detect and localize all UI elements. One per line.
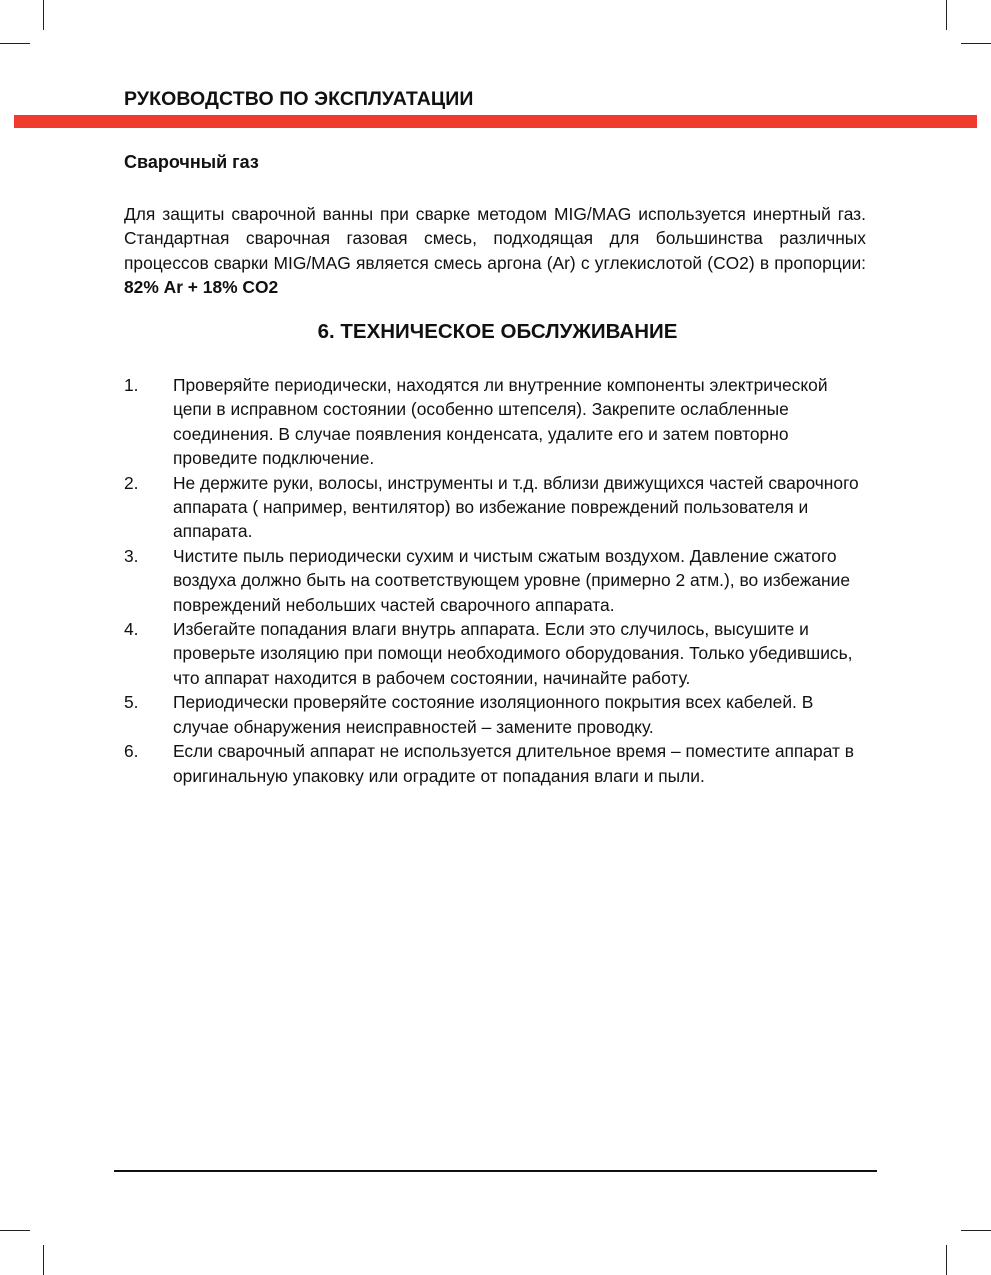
- list-item: [124, 617, 869, 690]
- footer-rule: [114, 1170, 877, 1172]
- gas-section-heading: Сварочный газ: [124, 152, 259, 172]
- list-item-number: 1.: [124, 375, 139, 395]
- chapter-title: [0, 320, 991, 344]
- chapter-title-text: 6. ТЕХНИЧЕСКОЕ ОБСЛУЖИВАНИЕ: [317, 320, 678, 343]
- list-item: [124, 471, 869, 544]
- list-item: [124, 690, 869, 739]
- list-item-number: 2.: [124, 472, 139, 493]
- list-item-number: 4.: [124, 619, 139, 640]
- list-item-text: Не держите руки, волосы, инструменты и т.д. вблизи движущихся частей сварочного аппарата ( например, вентилятор) во избежание повреждений пользователя и аппарата.: [173, 472, 859, 542]
- crop-mark: [43, 0, 44, 30]
- list-item-text: Чистите пыль периодически сухим и чистым сжатым воздухом. Давление сжатого воздуха должно быть на соответствующем уровне (примерно 2 атм.), во избежание повреждений небольших частей сварочного аппарата.: [173, 545, 851, 615]
- list-item-text: Избегайте попадания влаги внутрь аппарата. Если это случилось, высушите и проверьте изоляцию при помощи необходимого оборудования. Только убедившись, что аппарат находится в рабочем состоянии, начинайте работу.: [173, 619, 853, 688]
- list-item: [124, 373, 869, 471]
- list-item-number: 6.: [124, 741, 139, 762]
- list-item: [124, 544, 869, 617]
- crop-mark: [961, 43, 991, 44]
- crop-mark: [946, 0, 947, 30]
- list-item: [124, 739, 869, 788]
- gas-paragraph-text: Для защиты сварочной ванны при сварке методом MIG/MAG используется инертный газ. Стандартная сварочная газовая смесь, подходящая для большинства различных процессов сварки MIG/MAG является смесь аргона (Ar) с углекислотой (CO2) в пропорции:: [124, 204, 866, 273]
- header-accent-bar: [14, 115, 977, 128]
- crop-mark: [43, 1245, 44, 1275]
- list-item-number: 5.: [124, 692, 139, 713]
- crop-mark: [946, 1245, 947, 1275]
- gas-section-paragraph: [124, 202, 866, 300]
- list-item-text: Периодически проверяйте состояние изоляционного покрытия всех кабелей. В случае обнаружения неисправностей – замените проводку.: [173, 692, 814, 737]
- list-item-text: Проверяйте периодически, находятся ли внутренние компоненты электрической цепи в исправном состоянии (особенно штепселя). Закрепите ослабленные соединения. В случае появления конденсата, удалите его и затем повторно проведите подключение.: [173, 375, 828, 469]
- page-header-title: РУКОВОДСТВО ПО ЭКСПЛУАТАЦИИ: [124, 88, 474, 110]
- crop-mark: [0, 43, 30, 44]
- crop-mark: [961, 1230, 991, 1231]
- list-item-text: Если сварочный аппарат не используется длительное время – поместите аппарат в оригинальную упаковку или оградите от попадания влаги и пыли.: [173, 741, 855, 786]
- gas-mixture: 82% Ar + 18% CO2: [124, 277, 279, 298]
- list-item-number: 3.: [124, 545, 139, 566]
- crop-mark: [0, 1230, 30, 1231]
- maintenance-list: [124, 373, 869, 788]
